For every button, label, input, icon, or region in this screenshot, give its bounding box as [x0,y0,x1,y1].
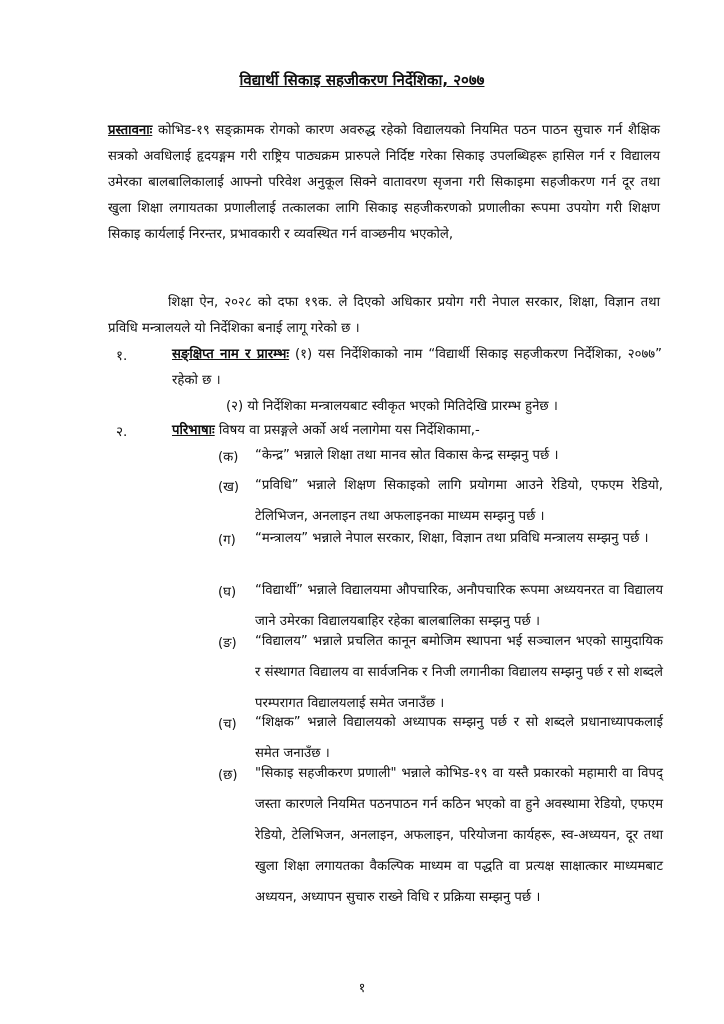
definition-item: “विद्यालय” भन्नाले प्रचलित कानून बमोजिम स्थापना भई सञ्चालन भएको सामुदायिक र संस्थागत विद्यालय वा सार्वजनिक र निजी लगानीका विद्यालय सम्झनु पर्छ र सो शब्दले परम्परागत विद्यालयलाई समेत जनाउँछ । [255,634,663,711]
enactment-paragraph: शिक्षा ऐन, २०२८ को दफा १९क. ले दिएको अधिकार प्रयोग गरी नेपाल सरकार, शिक्षा, विज्ञान तथा प्रविधि मन्त्रालयले यो निर्देशिका बनाई लागू गरेको छ । [108,295,660,336]
preamble-text: कोभिड-१९ सङ्क्रामक रोगको कारण अवरुद्ध रहेको विद्यालयको नियमित पठन पाठन सुचारु गर्न शैक्षिक सत्रको अवधिलाई हृदयङ्गम गरी राष्ट्रिय पाठ्यक्रम प्रारुपले निर्दिष्ट गरेका सिकाइ उपलब्धिहरू हासिल गर्न र विद्यालय उमेरका बालबालिकालाई आफ्नो परिवेश अनुकूल सिक्ने वातावरण सृजना गरी सिकाइमा सहजीकरण गर्न दूर तथा खुला शिक्षा लगायतका प्रणालीलाई तत्कालका लागि सिकाइ सहजीकरणको प्रणालीका रूपमा उपयोग गरी शिक्षण सिकाइ कार्यलाई निरन्तर, प्रभावकारी र व्यवस्थित गर्न वाञ्छनीय भएकोले, [108,123,660,242]
definition-item: "सिकाइ सहजीकरण प्रणाली" भन्नाले कोभिड-१९ वा यस्तै प्रकारको महामारी वा विपद् जस्ता कारणले नियमित पठनपाठन गर्न कठिन भएको वा हुने अवस्थामा रेडियो, एफएम रेडियो, टेलिभिजन, अनलाइन, अफलाइन, परियोजना कार्यहरू, स्व-अध्ययन, दूर तथा खुला शिक्षा लगायतका वैकल्पिक माध्यम वा पद्धति वा प्रत्यक्ष साक्षात्कार माध्यमबाट अध्ययन, अध्यापन सुचारु राख्ने विधि र प्रक्रिया सम्झनु पर्छ । [255,766,663,905]
section-heading: सङ्क्षिप्त नाम र प्रारम्भः [172,347,290,362]
section-heading: परिभाषाः [172,423,215,438]
definition-item: “मन्त्रालय” भन्नाले नेपाल सरकार, शिक्षा, विज्ञान तथा प्रविधि मन्त्रालय सम्झनु पर्छ । [255,531,649,546]
section-text: विषय वा प्रसङ्गले अर्को अर्थ नलागेमा यस निर्देशिकामा,- [214,423,480,438]
definition-label: (च) [218,717,237,732]
document-title: विद्यार्थी सिकाइ सहजीकरण निर्देशिका, २०७७ [239,71,485,89]
section-1-subclause: (२) यो निर्देशिका मन्त्रालयबाट स्वीकृत भएको मितिदेखि प्रारम्भ हुनेछ । [226,399,558,414]
section-1 [172,342,662,394]
definition-item: “शिक्षक” भन्नाले विद्यालयको अध्यापक सम्झनु पर्छ र सो शब्दले प्रधानाध्यापकलाई समेत जनाउँछ । [255,715,663,761]
definition-label: (ङ) [218,636,237,651]
definition-label: (घ) [218,585,237,600]
definition-item: “विद्यार्थी” भन्नाले विद्यालयमा औपचारिक, अनौपचारिक रूपमा अध्ययनरत वा विद्यालय जाने उमेरका विद्यालयबाहिर रहेका बालबालिका सम्झनु पर्छ । [255,583,663,629]
section-text: (१) यस निर्देशिकाको नाम “विद्यार्थी सिकाइ सहजीकरण निर्देशिका, २०७७” रहेको छ । [172,347,662,388]
section-number: १. [116,348,128,364]
definition-item: “केन्द्र” भन्नाले शिक्षा तथा मानव स्रोत विकास केन्द्र सम्झनु पर्छ । [255,448,559,463]
preamble [108,118,660,248]
preamble-label: प्रस्तावनाः [108,123,153,138]
definition-item: “प्रविधि” भन्नाले शिक्षण सिकाइको लागि प्रयोगमा आउने रेडियो, एफएम रेडियो, टेलिभिजन, अनलाइन तथा अफलाइनका माध्यम सम्झनु पर्छ । [255,478,663,524]
definition-label: (क) [218,450,239,465]
page-number: १ [358,981,366,996]
section-number: २. [116,424,128,440]
definition-label: (ग) [218,533,236,548]
definition-label: (छ) [218,768,238,783]
definition-label: (ख) [218,480,240,495]
